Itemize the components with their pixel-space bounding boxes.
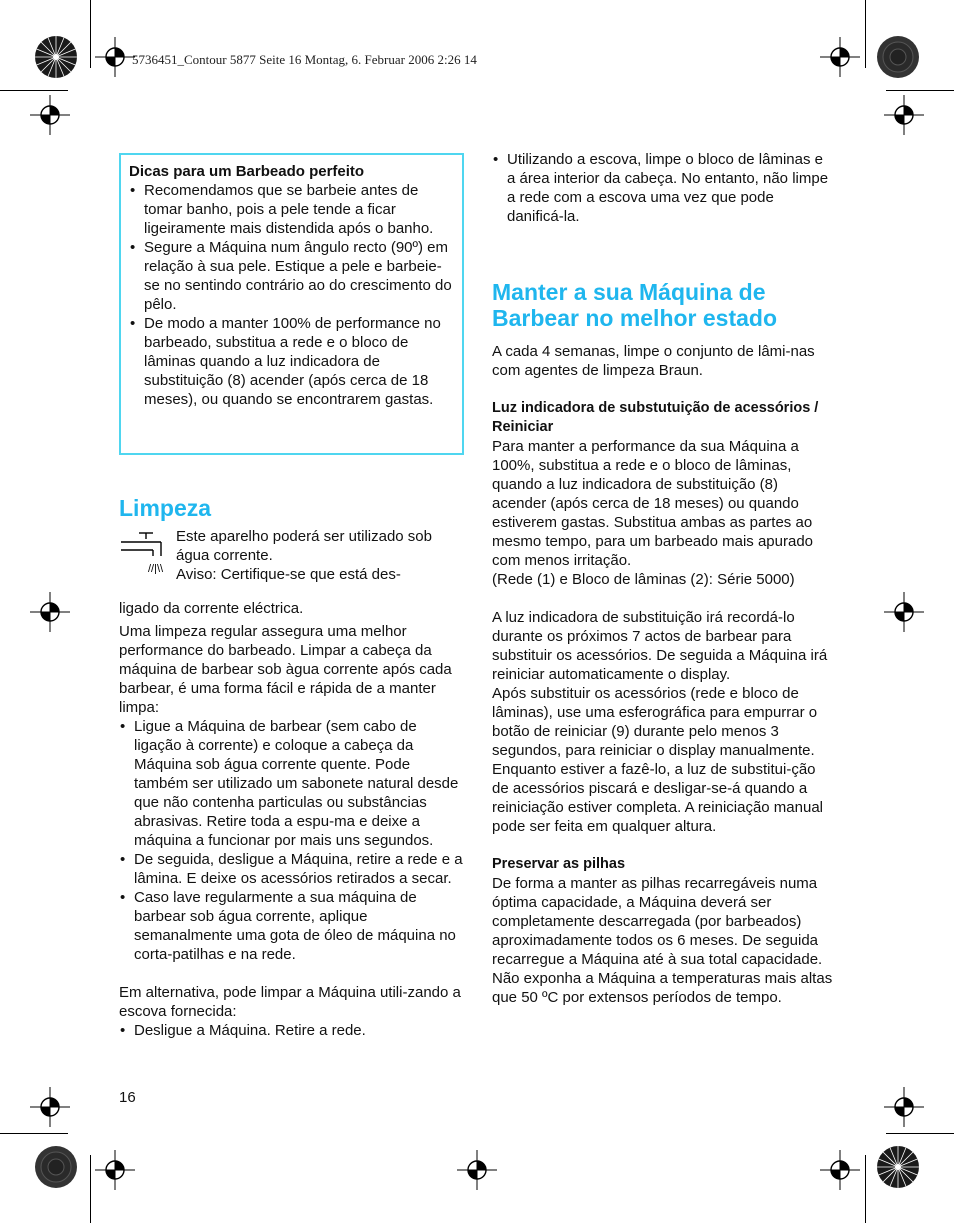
paragraph: Para manter a performance da sua Máquina a 100%, substitua a rede e o bloco de lâminas, quando a luz indicadora de substituição (8) acender (após cerca de 18 meses) ou quando estiverem gastas. Substitua ambas as partes ao mesmo tempo, para um barbeado mais apurado com menos irritação. <box>492 438 814 569</box>
page-number: 16 <box>119 1089 136 1106</box>
svg-text://|\\: //|\\ <box>148 563 164 574</box>
paragraph: Enquanto estiver a fazê-lo, a luz de substitui-ção de acessórios piscará e desligar-se-á quando a reiniciação estiver completa. A reiniciação manual pode ser feita em qualquer altura. <box>492 761 824 835</box>
subheading-replacement-indicator: Luz indicadora de substutuição de acessórios / Reiniciar <box>492 400 819 435</box>
brush-steps <box>492 150 834 226</box>
limpeza-alt-list <box>119 1021 465 1040</box>
registration-mark-icon <box>95 37 135 77</box>
crop-mark <box>90 1155 91 1223</box>
limpeza-intro: Uma limpeza regular assegura uma melhor performance do barbeado. Limpar a cabeça da máquina de barbear sob àgua corrente após cada barbear, é uma forma fácil e rápida de a manter limpa: <box>119 623 452 716</box>
list-item: • Recomendamos que se barbeie antes de tomar banho, pois a pele tende a ficar ligeiramente mais distendida após o banho. <box>129 181 454 238</box>
maintenance-body <box>492 342 834 1007</box>
starburst-mark-icon <box>876 1145 920 1189</box>
registration-mark-icon <box>30 95 70 135</box>
list-item: • Utilizando a escova, limpe o bloco de lâminas e a área interior da cabeça. No entanto, não limpe a rede com a escova uma vez que pode danificá-la. <box>492 150 834 226</box>
list-item: • Segure a Máquina num ângulo recto (90º) em relação à sua pele. Estique a pele e barbeie-se no sentindo contrário ao do crescimento do pêlo. <box>129 238 454 314</box>
section-heading-maintenance: Manter a sua Máquina de Barbear no melhor estado <box>492 279 778 331</box>
tips-list <box>129 181 454 409</box>
paragraph: A luz indicadora de substituição irá recordá-lo durante os próximos 7 actos de barbear para substituir os acessórios. De seguida a Máquina irá reiniciar automaticamente o display. <box>492 609 828 683</box>
registration-mark-icon <box>30 1087 70 1127</box>
crop-mark <box>865 1155 866 1223</box>
crop-mark <box>0 1133 68 1134</box>
water-tap-icon <box>119 530 165 574</box>
tips-title: Dicas para um Barbeado perfeito <box>129 163 365 180</box>
tap-text-3: ligado da corrente eléctrica. <box>119 600 304 617</box>
starburst-mark-icon <box>34 1145 78 1189</box>
tap-note <box>176 527 466 584</box>
crop-mark <box>90 0 91 68</box>
brush-list <box>492 150 834 226</box>
subheading-batteries: Preservar as pilhas <box>492 856 626 872</box>
paragraph: (Rede (1) e Bloco de lâminas (2): Série 5000) <box>492 571 795 588</box>
paragraph: Após substituir os acessórios (rede e bloco de lâminas), use uma esferográfica para empurrar o botão de reiniciar (9) durante pelo menos 3 segundos, para reiniciar o display manualmente. <box>492 685 818 759</box>
list-item: • Desligue a Máquina. Retire a rede. <box>119 1021 465 1040</box>
list-item: • Caso lave regularmente a sua máquina de barbear sob água corrente, aplique semanalmente uma gota de óleo de máquina no corta-patilhas e na rede. <box>119 888 465 964</box>
section-heading-limpeza: Limpeza <box>119 495 212 521</box>
registration-mark-icon <box>884 95 924 135</box>
maintenance-intro: A cada 4 semanas, limpe o conjunto de lâmi-nas com agentes de limpeza Braun. <box>492 343 815 379</box>
registration-mark-icon <box>30 592 70 632</box>
limpeza-body <box>119 622 465 1040</box>
list-item: • De seguida, desligue a Máquina, retire a rede e a lâmina. E deixe os acessórios retirados a secar. <box>119 850 465 888</box>
registration-mark-icon <box>884 592 924 632</box>
paragraph: De forma a manter as pilhas recarregáveis numa óptima capacidade, a Máquina deverá ser completamente descarregada (por barbeados) aproximadamente todos os 6 meses. De seguida recarregue a Máquina até à sua total capacidade. Não exponha a Máquina a temperaturas mais altas que 50 ºC por extensos períodos de tempo. <box>492 875 833 1006</box>
print-slug: 5736451_Contour 5877 Seite 16 Montag, 6. Februar 2006 2:26 14 <box>132 52 477 67</box>
tips-box <box>119 153 464 455</box>
crop-mark <box>886 90 954 91</box>
registration-mark-icon <box>820 37 860 77</box>
list-item: • De modo a manter 100% de performance no barbeado, substitua a rede e o bloco de lâminas quando a luz indicadora de substituição (8) acender (após cerca de 18 meses), ou quando se encontrarem gastas. <box>129 314 454 409</box>
limpeza-alt-intro: Em alternativa, pode limpar a Máquina utili-zando a escova fornecida: <box>119 984 461 1020</box>
registration-mark-icon <box>457 1150 497 1190</box>
tap-text-2: Aviso: Certifique-se que está des- <box>176 566 401 583</box>
tap-text-1: Este aparelho poderá ser utilizado sob água corrente. <box>176 528 432 564</box>
registration-mark-icon <box>820 1150 860 1190</box>
starburst-mark-icon <box>876 35 920 79</box>
registration-mark-icon <box>95 1150 135 1190</box>
list-item: • Ligue a Máquina de barbear (sem cabo de ligação à corrente) e coloque a cabeça da Máquina sob água corrente quente. Pode também ser utilizado um sabonete natural desde que não contenha particulas ou substâncias abrasivas. Retire toda a espu-ma e deixe a máquina a funcionar por mais uns segundos. <box>119 717 465 850</box>
limpeza-list <box>119 717 465 964</box>
crop-mark <box>865 0 866 68</box>
crop-mark <box>886 1133 954 1134</box>
crop-mark <box>0 90 68 91</box>
starburst-mark-icon <box>34 35 78 79</box>
registration-mark-icon <box>884 1087 924 1127</box>
